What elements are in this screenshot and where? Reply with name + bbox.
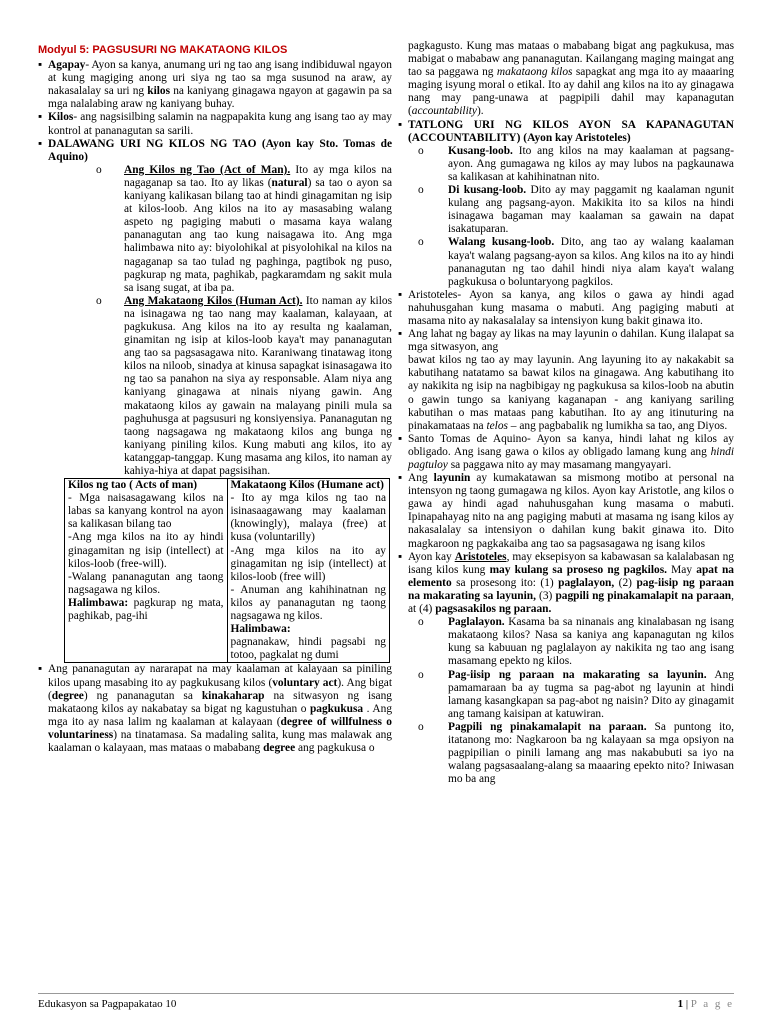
agapay-bullet: ▪ Agapay- Ayon sa kanya, anumang uri ng tao ang isang indibiduwal ngayon at kung magiging anong uri siya ng tao sa mga susunod na araw, ay nakasalalay sa uri ng kilos na kaniyang ginagawa ngayon at gagawin pa sa mga nalalabing araw ng kaniyang buhay. xyxy=(38,59,392,111)
footer-page-number: 1 | P a g e xyxy=(677,998,734,1010)
kilos-ng-tao-item: o Ang Kilos ng Tao (Act of Man). Ito ay mga kilos na nagaganap sa tao. Ito ay likas (natural) sa tao o ayon sa kaniyang kalikasan bilang tao at hindi ginagamitan ng isip at kilos-loob. Ang kilos na ito ay masasabing walang aspeto ng pagiging mabuti o masama kaya walang pananagutan ang tao kung naisagawa ito. Ang mga halimbawa nito ay: biyolohikal at pisyolohikal na kilos na nagaganap sa tao tulad ng paghinga, pagtibok ng puso, pagkurap ng mata, paghikab, pagkaramdam ng sakit mula sa isang sugat, at iba pa. xyxy=(38,164,392,295)
comparison-table xyxy=(64,478,390,663)
continuation-paragraph: pagkagusto. Kung mas mataas o mababang bigat ang pagkukusa, mas mabigat o mababaw ang pananagutan. Kailangang maging maingat ang tao sa paggawa ng makataong kilos sapagkat ang mga ito ay maaaring maging isyung moral o etikal. Ito ay dahil ang kilos na ito ay ginagawa nang may pang-unawa at pagpipili dahil may kapanagutan (accountability). xyxy=(408,40,734,118)
tatlong-uri-heading: ▪ TATLONG URI NG KILOS AYON SA KAPANAGUTAN (ACCOUNTABILITY) (Ayon kay Aristoteles) xyxy=(398,119,734,145)
walang-kusang-loob-item: o Walang kusang-loob. Dito, ang tao ay walang kaalaman kaya't walang pagsang-ayon sa kilos. Ang kilos na ito ay hindi pananagutan ng tao dahil hindi niya alam kaya't walang pagkukusa o boluntaryong pagkilos. xyxy=(398,236,734,288)
pagpili-item: o Pagpili ng pinakamalapit na paraan. Sa puntong ito, itatanong mo: Nagkaroon ba ng kalayaan sa mga opsiyon na pagpipilian o pinili lamang ang mas nakabubuti sa iyo na walang pagsasaalang-alang sa maaaring epekto nito? Iniwasan mo ba ang xyxy=(398,721,734,786)
footer-subject: Edukasyon sa Pagpapakatao 10 xyxy=(38,998,177,1010)
dalawang-uri-heading: ▪ DALAWANG URI NG KILOS NG TAO (Ayon kay Sto. Tomas de Aquino) xyxy=(38,138,392,164)
table-cell-kilos-ng-tao: Kilos ng tao ( Acts of man) - Mga naisasagawang kilos na labas sa kanyang kontrol na ayon sa kalikasan bilang tao -Ang mga kilos na ito ay hindi ginagamitan ng isip (intellect) at kilos-loob (free-will). -Walang pananagutan ang taong nagsagawa ng kilos. Halimbawa: pagkurap ng mata, paghikab, pag-ihi xyxy=(65,479,228,663)
kilos-definition-bullet: ▪ Kilos- ang nagsisilbing salamin na nagpapakita kung ang isang tao ay may kontrol at pananagutan sa sarili. xyxy=(38,111,392,137)
pananagutan-bullet: ▪ Ang pananagutan ay nararapat na may kaalaman at kalayaan sa piniling kilos upang masabing ito ay pagkukusang kilos (voluntary act). Ang bigat (degree) ng pananagutan sa kinakaharap na sitwasyon ng isang makataong kilos ay nakabatay sa bigat ng kagustuhan o pagkukusa . Ang mga ito ay nasa lalim ng kaalaman at kalayaan (degree of willfulness o voluntariness) na tinatamasa. Sa madaling salita, kung mas malawak ang kaalaman o kalayaan, mas mataas o mababang degree ang pagkukusa o xyxy=(38,663,392,755)
proseso-bullet: ▪ Ayon kay Aristoteles, may eksepisyon sa kabawasan sa kalalabasan ng isang kilos kung may kulang sa proseso ng pagkilos. May apat na elemento sa prosesong ito: (1) paglalayon, (2) pag-iisip ng paraan na makarating sa layunin, (3) pagpili ng pinakamalapit na paraan, at (4) pagsasakilos ng paraan. xyxy=(398,551,734,616)
module-title: Modyul 5: PAGSUSURI NG MAKATAONG KILOS xyxy=(38,44,288,56)
right-column xyxy=(398,40,734,786)
lahat-ng-bagay-bullet: ▪ Ang lahat ng bagay ay likas na may layunin o dahilan. Kung ilalapat sa mga sitwasyon, ang bawat kilos ng tao ay may layunin. Ang layuning ito ay nakakabit sa kabutihang natatamo sa bawat kilos na ginagawa. Ang kabutihang ito ay nakikita ng isip na nagbibigay ng pagkukusa sa kilos-loob na abutin o gawin tungo sa kaniyang kaganapan - ang kaniyang sariling kabutihan o mas mataas pang kabutihan. Ito ay ang itinuturing na pinakamataas na telos – ang pagbabalik ng lumikha sa tao, ang Diyos. xyxy=(398,328,734,433)
layunin-bullet: ▪ Ang layunin ay kumakatawan sa mismong motibo at personal na intensyon ng taong gumagawa ng kilos. Ayon kay Aristotle, ang kilos o gawa ay hindi agad nahuhusgahan kung masama o mabuti. Ipinapahayag nito na ang pagiging mabuti at masama ng isang kilos ay nakasalalay sa intensiyon o dahilan kung bakit ginawa ito. Dito magkaroon ng pagkakaiba ang tao sa pagsasagawa ng isang kilos xyxy=(398,472,734,551)
paglalayon-item: o Paglalayon. Kasama ba sa ninanais ang kinalabasan ng isang makataong kilos? Nasa sa kaniya ang kapanagutan ng kilos kung sa kabuuan ng paglalayon ay nakikita ng tao ang isang masamang epekto ng kilos. xyxy=(398,616,734,668)
left-column xyxy=(38,40,392,755)
santo-tomas-bullet: ▪ Santo Tomas de Aquino- Ayon sa kanya, hindi lahat ng kilos ay obligado. Ang isang gawa o kilos ay obligado lamang kung ang hindi pagtuloy sa paggawa nito ay may masamang mangyayari. xyxy=(398,433,734,472)
page-footer xyxy=(38,993,734,1010)
di-kusang-loob-item: o Di kusang-loob. Dito ay may paggamit ng kaalaman ngunit kulang ang pagsang-ayon. Makikita ito sa kilos na hindi isinagawa bagaman may kaalaman sa gawain na dapat isakatuparan. xyxy=(398,184,734,236)
makataong-kilos-item: o Ang Makataong Kilos (Human Act). Ito naman ay kilos na isinagawa ng tao nang may kaalaman, kalayaan, at pagkukusa. Ang kilos na ito ay resulta ng kaalaman, ginamitan ng isip at kilos-loob kaya't may pananagutan ang tao sa pagsasagawa nito. Karaniwang tinatawag itong kilos na niloob, sinadya at kinusa sapagkat isinasagawa ito ng tao sa panahon na siya ay responsable. Alam niya ang kaniyang ginagawa at ninais niyang gawin. Ang makataong kilos ay gawain na malayang pinili mula sa paghuhusga at pagsusuri ng konsiyensiya. Pananagutan ng taong nagsagawa ng makataong kilos ang bunga ng kaniyang piniling kilos. Kung mabuti ang kilos, ito ay katanggap-tanggap. Kung masama ang kilos, ito naman ay kahiya-hiya at dapat pagsisihan. xyxy=(38,295,392,478)
pag-iisip-item: o Pag-iisip ng paraan na makarating sa layunin. Ang pamamaraan ba ay tugma sa pag-abot ng layunin at hindi lamang kasangkapan sa pag-abot ng naisin? Dito ay ginagamit ang tamang kaisipan at katuwiran. xyxy=(398,669,734,721)
table-cell-makataong-kilos: Makataong Kilos (Humane act) - Ito ay mga kilos ng tao na isinasaagawang may kaalaman (knowingly), malaya (free) at kusa (voluntarilly) -Ang mga kilos na ito ay ginagamitan ng isip (intellect) at kilos-loob (free will) - Anuman ang kahihinatnan ng kilos ay pananagutan ng taong nagsagawa ng kilos. Halimbawa: pagnanakaw, hindi pagsabi ng totoo, pagkalat ng dumi xyxy=(227,479,390,663)
kusang-loob-item: o Kusang-loob. Ito ang kilos na may kaalaman at pagsang-ayon. Ang gumagawa ng kilos ay may lubos na pagkaunawa sa kalikasan at kahihinatnan nito. xyxy=(398,145,734,184)
aristoteles-bullet: ▪ Aristoteles- Ayon sa kanya, ang kilos o gawa ay hindi agad nahuhusgahan kung masama o mabuti. Ang pagiging mabuti at masama nito ay nakasalalay sa intensiyon kung bakit ginawa ito. xyxy=(398,289,734,328)
